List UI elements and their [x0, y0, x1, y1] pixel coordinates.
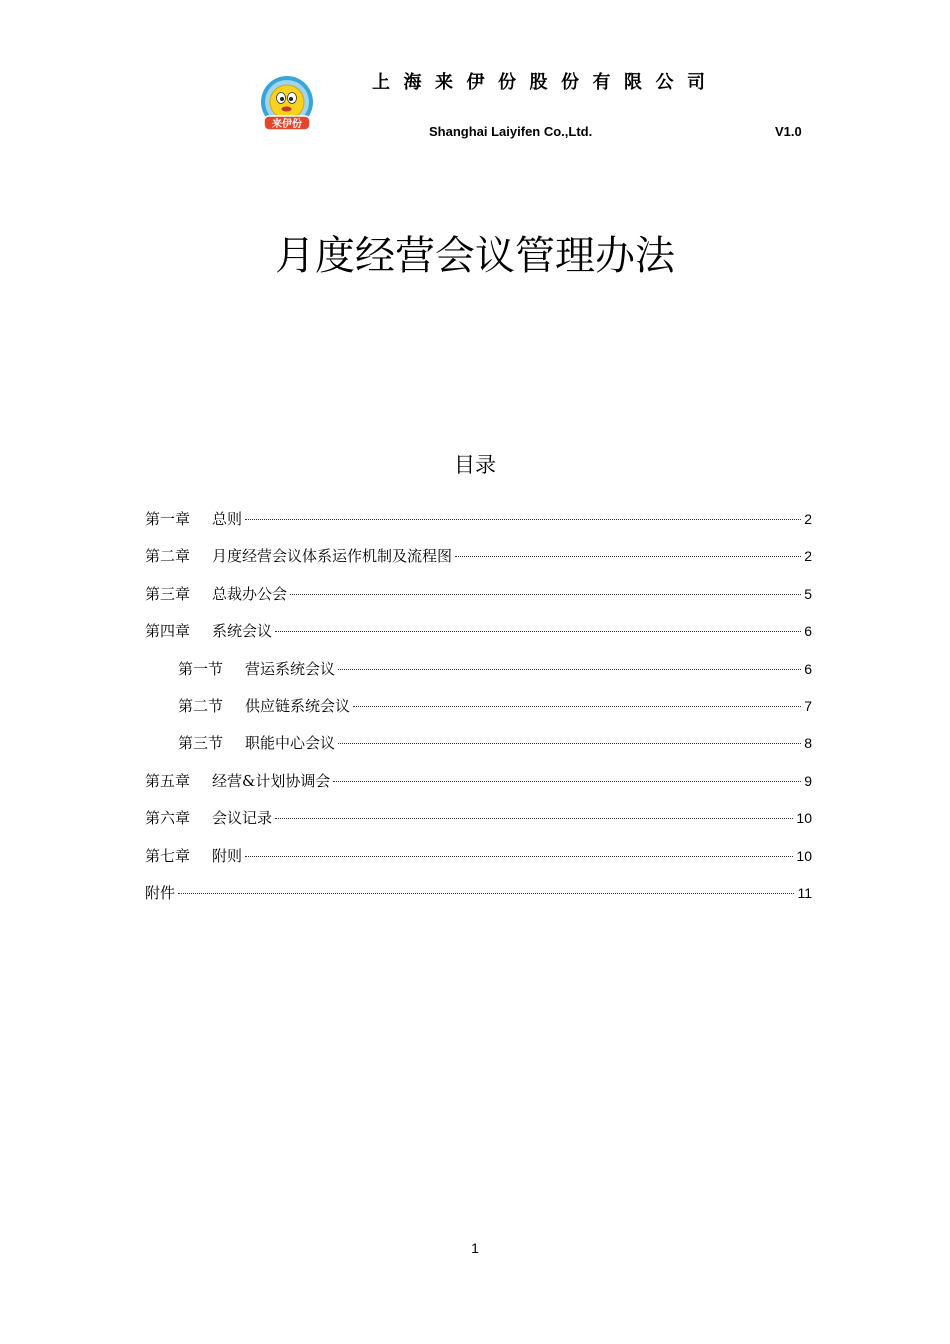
toc-entry-title: 附则: [212, 846, 243, 865]
toc-entry[interactable]: [145, 882, 812, 919]
toc-entry-title: 月度经营会议体系运作机制及流程图: [212, 547, 453, 566]
toc-entry-page: 8: [804, 735, 812, 752]
toc-entry-title: 经营&计划协调会: [212, 771, 331, 790]
toc-entry[interactable]: [145, 508, 812, 545]
toc-entry-number: 第六章: [145, 809, 191, 828]
toc-entry-number: 第三章: [145, 584, 191, 603]
toc-entry-number: 第一章: [145, 510, 191, 528]
toc-entry[interactable]: [145, 620, 812, 657]
toc-entry-title: 总则: [212, 510, 243, 528]
toc-entry-title: 职能中心会议: [245, 734, 336, 753]
toc-dot-leader: [338, 743, 801, 744]
toc-entry-number: 第四章: [145, 622, 191, 641]
toc-entry-number: 第二章: [145, 547, 191, 566]
toc-dot-leader: [245, 856, 793, 857]
table-of-contents: [145, 508, 812, 919]
toc-entry-page: 11: [797, 884, 812, 901]
toc-entry-title: 供应链系统会议: [245, 696, 351, 715]
toc-dot-leader: [178, 893, 794, 894]
toc-dot-leader: [290, 594, 801, 595]
toc-dot-leader: [333, 781, 801, 782]
toc-entry[interactable]: [145, 770, 812, 807]
toc-dot-leader: [338, 669, 801, 670]
logo-text: 来伊份: [272, 119, 302, 130]
page-number: 1: [471, 1240, 479, 1256]
document-title: 月度经营会议管理办法: [275, 233, 675, 279]
toc-entry-number: 第三节: [178, 734, 224, 753]
toc-entry-page: 6: [804, 623, 812, 640]
toc-entry-page: 5: [804, 585, 812, 602]
toc-entry-title: 系统会议: [212, 622, 273, 641]
cartoon-mascot-logo-icon: [258, 76, 316, 134]
document-version: V1.0: [775, 124, 802, 139]
toc-dot-leader: [275, 818, 793, 819]
toc-entry-page: 6: [804, 660, 812, 677]
toc-dot-leader: [245, 519, 801, 520]
company-logo: [258, 76, 316, 134]
company-name-chinese: 上海来伊份股份有限公司: [372, 72, 719, 93]
toc-entry-page: 10: [796, 810, 812, 827]
toc-entry[interactable]: [145, 583, 812, 620]
toc-dot-leader: [275, 631, 801, 632]
toc-entry-number: 第二节: [178, 696, 224, 715]
toc-entry-number: 第七章: [145, 846, 191, 865]
toc-entry[interactable]: [145, 807, 812, 844]
toc-entry[interactable]: [145, 545, 812, 582]
toc-entry-page: 10: [796, 847, 812, 864]
toc-entry[interactable]: [145, 845, 812, 882]
toc-dot-leader: [455, 556, 801, 557]
toc-subentry[interactable]: [145, 732, 812, 769]
toc-dot-leader: [353, 706, 801, 707]
toc-heading: 目录: [454, 453, 496, 477]
toc-subentry[interactable]: [145, 695, 812, 732]
toc-entry-page: 2: [804, 511, 812, 527]
toc-entry-number: 第一节: [178, 659, 224, 678]
toc-subentry[interactable]: [145, 658, 812, 695]
toc-entry-title: 总裁办公会: [212, 584, 288, 603]
toc-entry-page: 7: [804, 697, 812, 714]
toc-entry-title: 附件: [145, 883, 176, 902]
toc-entry-number: 第五章: [145, 771, 191, 790]
company-name-english: Shanghai Laiyifen Co.,Ltd.: [429, 124, 593, 139]
toc-entry-title: 营运系统会议: [245, 659, 336, 678]
toc-entry-page: 9: [804, 772, 812, 789]
toc-entry-title: 会议记录: [212, 809, 273, 828]
toc-entry-page: 2: [804, 548, 812, 565]
